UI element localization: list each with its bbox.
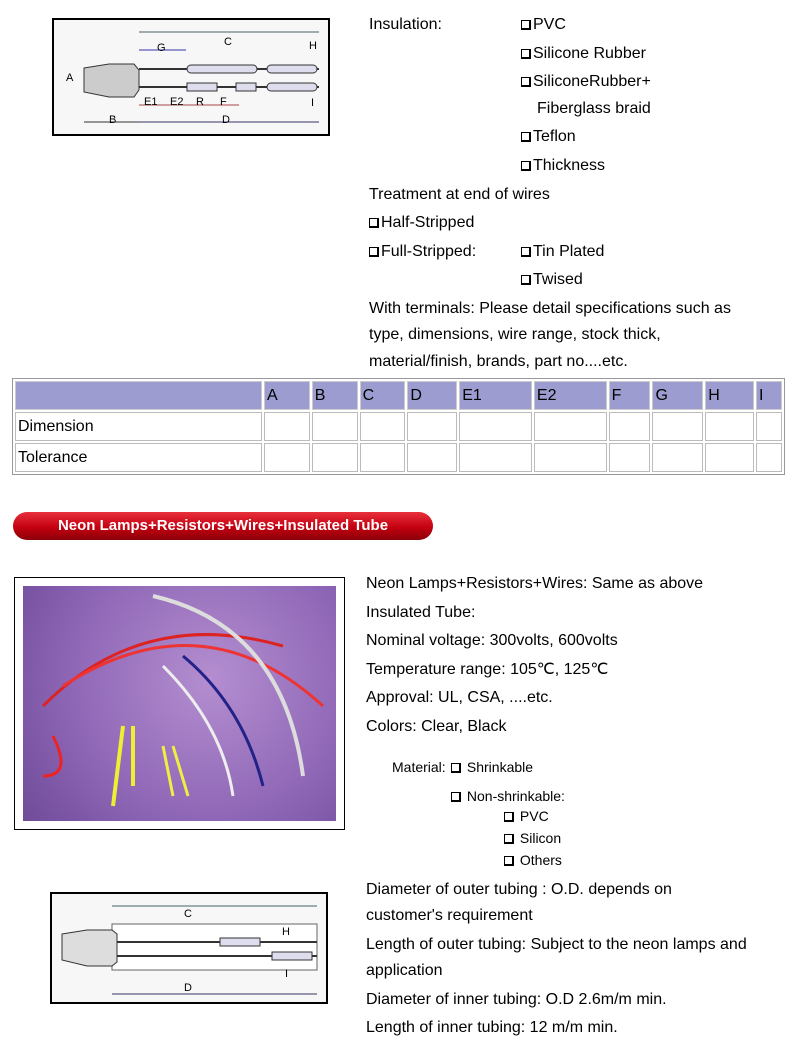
checkbox-icon: [504, 856, 514, 866]
tolerance-input[interactable]: [264, 443, 310, 472]
option-tin-plated[interactable]: [521, 242, 604, 262]
header-cell: C: [360, 381, 406, 410]
dim-label-b: B: [109, 114, 117, 126]
option-twised[interactable]: [521, 270, 583, 290]
checkbox-icon: [451, 763, 461, 773]
dimension-input[interactable]: [609, 412, 651, 441]
dim-label-c: C: [224, 36, 232, 48]
spec-line: Nominal voltage: 300volts, 600volts: [366, 632, 618, 649]
option-label: Others: [519, 852, 562, 868]
option-shrinkable[interactable]: [451, 757, 533, 777]
dimension-input[interactable]: [312, 412, 358, 441]
spec-line: Temperature range: 105℃, 125℃: [366, 661, 609, 678]
spec-line: Approval: UL, CSA, ....etc.: [366, 689, 553, 706]
tubing-line: customer's requirement: [366, 907, 533, 924]
tubing-line: Length of outer tubing: Subject to the neon lamps and: [366, 936, 747, 953]
dim-label-c: C: [184, 908, 192, 920]
checkbox-icon: [504, 834, 514, 844]
table-row: [15, 412, 782, 441]
option-label: PVC: [533, 16, 566, 33]
tolerance-input[interactable]: [705, 443, 754, 472]
tubing-line: Diameter of inner tubing: O.D 2.6m/m min.: [366, 991, 667, 1008]
table-header-row: [15, 381, 782, 410]
dim-label-g: G: [157, 42, 166, 54]
header-cell: [15, 381, 262, 410]
tolerance-input[interactable]: [652, 443, 703, 472]
dimension-input[interactable]: [652, 412, 703, 441]
header-cell: E1: [459, 381, 532, 410]
option-label: Silicon: [519, 830, 562, 846]
header-cell: H: [705, 381, 754, 410]
option-full-stripped[interactable]: [369, 242, 476, 262]
dimension-input[interactable]: [407, 412, 457, 441]
option-pvc[interactable]: [521, 15, 566, 35]
section-banner: Neon Lamps+Resistors+Wires+Insulated Tube: [13, 512, 433, 540]
terminals-text: material/finish, brands, part no....etc.: [369, 353, 628, 370]
tubing-line: application: [366, 962, 443, 979]
tubing-line: Diameter of outer tubing : O.D. depends on: [366, 881, 672, 898]
dimension-input[interactable]: [264, 412, 310, 441]
row-label: Tolerance: [15, 443, 262, 472]
dim-label-d: D: [184, 982, 192, 994]
option-label: Half-Stripped: [381, 214, 475, 231]
tubing-line: Length of inner tubing: 12 m/m min.: [366, 1019, 618, 1036]
dim-label-a: A: [66, 72, 74, 84]
tolerance-input[interactable]: [756, 443, 782, 472]
option-label: Tin Plated: [533, 243, 605, 260]
option-label-cont: Fiberglass braid: [537, 100, 651, 117]
checkbox-icon: [521, 132, 531, 142]
treatment-heading: Treatment at end of wires: [369, 186, 550, 203]
dim-label-i: I: [311, 97, 315, 109]
spec-line: Insulated Tube:: [366, 604, 476, 621]
checkbox-icon: [521, 77, 531, 87]
checkbox-icon: [504, 812, 514, 822]
insulation-label: Insulation:: [369, 16, 442, 33]
product-photo: [14, 577, 345, 830]
dimension-input[interactable]: [756, 412, 782, 441]
checkbox-icon: [521, 161, 531, 171]
option-silicone-fiberglass[interactable]: [521, 72, 651, 92]
checkbox-icon: [369, 247, 379, 257]
option-label: PVC: [519, 808, 549, 824]
dim-label-r: R: [196, 96, 204, 108]
spec-line: Neon Lamps+Resistors+Wires: Same as above: [366, 575, 704, 592]
option-label: Silicone Rubber: [533, 45, 646, 62]
option-silicon[interactable]: [504, 828, 561, 848]
dim-label-h: H: [309, 40, 317, 52]
dimension-input[interactable]: [360, 412, 406, 441]
dim-label-d: D: [222, 114, 230, 126]
tolerance-input[interactable]: [312, 443, 358, 472]
option-label: Thickness: [533, 157, 606, 174]
spec-line: Colors: Clear, Black: [366, 718, 507, 735]
checkbox-icon: [521, 49, 531, 59]
checkbox-icon: [521, 247, 531, 257]
table-row: [15, 443, 782, 472]
tolerance-input[interactable]: [407, 443, 457, 472]
dimension-input[interactable]: [534, 412, 607, 441]
option-label: Non-shrinkable:: [466, 788, 565, 804]
option-teflon[interactable]: [521, 127, 576, 147]
checkbox-icon: [369, 218, 379, 228]
option-silicone-rubber[interactable]: [521, 44, 646, 64]
terminals-text: type, dimensions, wire range, stock thick,: [369, 326, 661, 343]
dim-label-i: I: [285, 968, 289, 980]
checkbox-icon: [451, 792, 461, 802]
material-label: Material:: [392, 759, 446, 775]
terminals-text: With terminals: Please detail specifications such as: [369, 300, 731, 317]
option-pvc-tube[interactable]: [504, 806, 549, 826]
wire-dimension-diagram: [52, 18, 330, 136]
option-others[interactable]: [504, 850, 562, 870]
option-label: Full-Stripped:: [381, 243, 477, 260]
header-cell: G: [652, 381, 703, 410]
checkbox-icon: [521, 20, 531, 30]
option-non-shrinkable[interactable]: [451, 786, 565, 806]
dim-label-f: F: [220, 96, 227, 108]
dimension-table: [12, 378, 785, 475]
tolerance-input[interactable]: [534, 443, 607, 472]
header-cell: I: [756, 381, 782, 410]
option-thickness[interactable]: [521, 156, 605, 176]
option-label: Teflon: [533, 128, 576, 145]
header-cell: D: [407, 381, 457, 410]
tube-dimension-diagram: [50, 892, 328, 1004]
header-cell: F: [609, 381, 651, 410]
header-cell: E2: [534, 381, 607, 410]
dim-label-h: H: [282, 926, 290, 938]
dim-label-e2: E2: [170, 96, 184, 108]
tolerance-input[interactable]: [609, 443, 651, 472]
dimension-input[interactable]: [459, 412, 532, 441]
option-label: Shrinkable: [466, 759, 534, 775]
tolerance-input[interactable]: [459, 443, 532, 472]
option-label: SiliconeRubber+: [533, 73, 651, 90]
dimension-input[interactable]: [705, 412, 754, 441]
header-cell: A: [264, 381, 310, 410]
option-label: Twised: [533, 271, 583, 288]
checkbox-icon: [521, 275, 531, 285]
header-cell: B: [312, 381, 358, 410]
option-half-stripped[interactable]: [369, 213, 474, 233]
dim-label-e1: E1: [144, 96, 158, 108]
tolerance-input[interactable]: [360, 443, 406, 472]
row-label: Dimension: [15, 412, 262, 441]
